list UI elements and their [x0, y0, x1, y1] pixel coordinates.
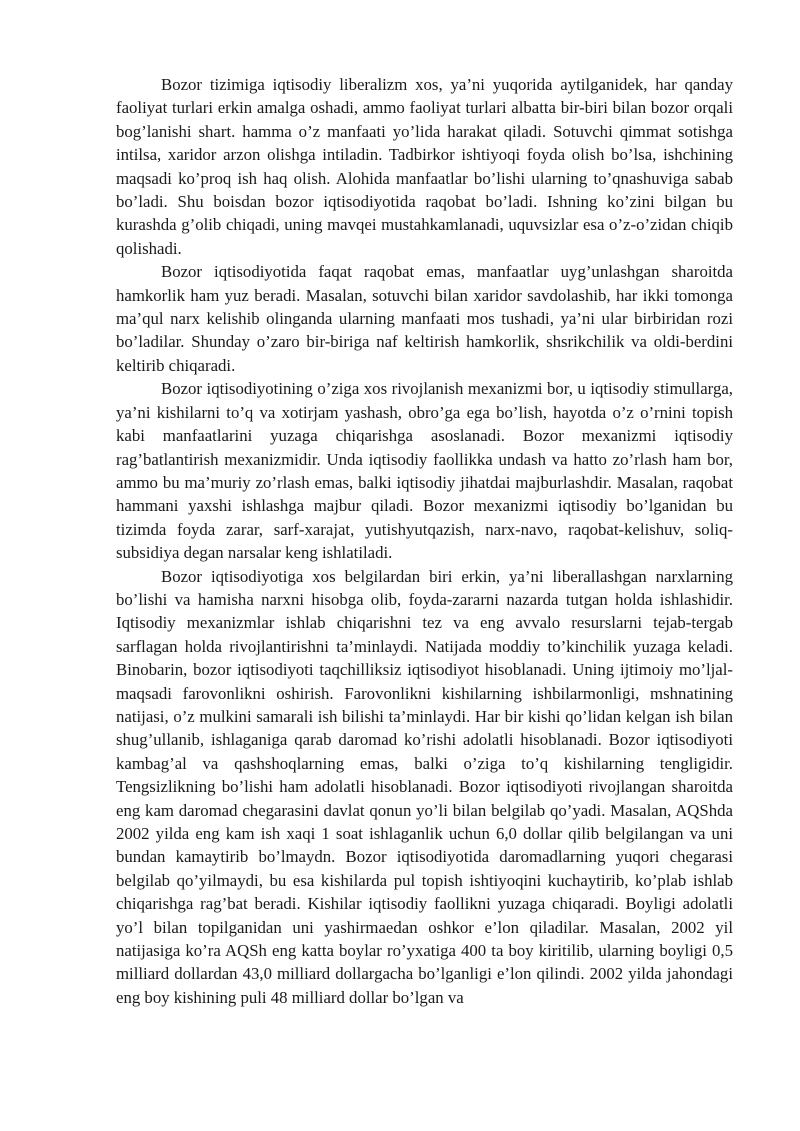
document-page [116, 73, 733, 1009]
paragraph-free-prices: Bozor iqtisodiyotiga xos belgilardan biri erkin, ya’ni liberallashgan narxlarning bo’lishi va hamisha narxni hisobga olib, foyda-zararni nazarda tutgan holda ishlashidir. Iqtisodiy mexanizmlar ishlab chiqarishni tez va eng avvalo resurslarni tejab-tergab sarflagan holda rivojlantirishni ta’minlaydi. Natijada moddiy to’kinchilik yuzaga keladi. Binobarin, bozor iqtisodiyoti taqchilliksiz iqtisodiyot hisoblanadi. Uning ijtimoiy mo’ljal-maqsadi farovonlikni oshirish. Farovonlikni kishilarning ishbilarmonligi, mshnatining natijasi, o’z mulkini samarali ish bilishi ta’minlaydi. Har bir kishi qo’lidan kelgan ish bilan shug’ullanib, ishlaganiga qarab daromad ko’rishi adolatli hisoblanadi. Bozor iqtisodiyoti kambag’al va qashshoqlarning emas, balki o’ziga to’q kishilarning tengligidir. Tengsizlikning bo’lishi ham adolatli hisoblanadi. Bozor iqtisodiyoti rivojlangan sharoitda eng kam daromad chegarasini davlat qonun yo’li bilan belgilab qo’yadi. Masalan, AQShda 2002 yilda eng kam ish xaqi 1 soat ishlaganlik uchun 6,0 dollar qilib belgilangan va uni bundan kamaytirib bo’lmaydn. Bozor iqtisodiyotida daromadlarning yuqori chegarasi belgilab qo’yilmaydi, bu esa kishilarda pul topish ishtiyoqini kuchaytirib, ko’plab ishlab chiqarishga rag’bat beradi. Kishilar iqtisodiy faollikni yuzaga chiqaradi. Boyligi adolatli yo’l bilan topilganidan uni yashirmaedan oshkor e’lon qiladilar. Masalan, 2002 yil natijasiga ko’ra AQSh eng katta boylar ro’yxatiga 400 ta boy kiritilib, ularning boyligi 0,5 milliard dollardan 43,0 milliard dollargacha bo’lganligi e’lon qilindi. 2002 yilda jahondagi eng boy kishining puli 48 milliard dollar bo’lgan va [116, 566, 733, 1007]
paragraph-market-liberalism: Bozor tizimiga iqtisodiy liberalizm xos, ya’ni yuqorida aytilganidek, har qanday faoliyat turlari erkin amalga oshadi, ammo faoliyat turlari albatta bir-biri bilan bozor orqali bog’lanishi shart. hamma o’z manfaati yo’lida harakat qiladi. Sotuvchi qimmat sotishga intilsa, xaridor arzon olishga intiladin. Tadbirkor ishtiyoqi foyda olish bo’lsa, ishchining maqsadi ko’proq ish haq olish. Alohida manfaatlar bo’lishi ularning to’qnashuviga sabab bo’ladi. Shu boisdan bozor iqtisodiyotida raqobat bo’ladi. Ishning ko’zini bilgan bu kurashda g’olib chiqadi, uning mavqei mustahkamlanadi, uquvsizlar esa o’z-o’zidan chiqib qolishadi. [116, 75, 733, 258]
paragraph-cooperation: Bozor iqtisodiyotida faqat raqobat emas, manfaatlar uyg’unlashgan sharoitda hamkorlik ham yuz beradi. Masalan, sotuvchi bilan xaridor savdolashib, har ikki tomonga ma’qul narx kelishib olinganda ularning manfaati mos tushadi, ya’ni ular birbiridan rozi bo’ladilar. Shunday o’zaro bir-biriga naf keltirish hamkorlik, shsrikchilik va oldi-berdini keltirib chiqaradi. [116, 262, 733, 375]
paragraph-market-mechanism: Bozor iqtisodiyotining o’ziga xos rivojlanish mexanizmi bor, u iqtisodiy stimullarga, ya’ni kishilarni to’q va xotirjam yashash, obro’ga ega bo’lish, hayotda o’z o’rnini topish kabi manfaatlarini yuzaga chiqarishga asoslanadi. Bozor mexanizmi iqtisodiy rag’batlantirish mexanizmidir. Unda iqtisodiy faollikka undash va hatto zo’rlash ham bor, ammo bu ma’muriy zo’rlash emas, balki iqtisodiy jihatdai majburlashdir. Masalan, raqobat hammani yaxshi ishlashga majbur qiladi. Bozor mexanizmi iqtisodiy bo’lganidan bu tizimda foyda zarar, sarf-xarajat, yutishyutqazish, narx-navo, raqobat-kelishuv, soliq-subsidiya degan narsalar keng ishlatiladi. [116, 379, 733, 563]
